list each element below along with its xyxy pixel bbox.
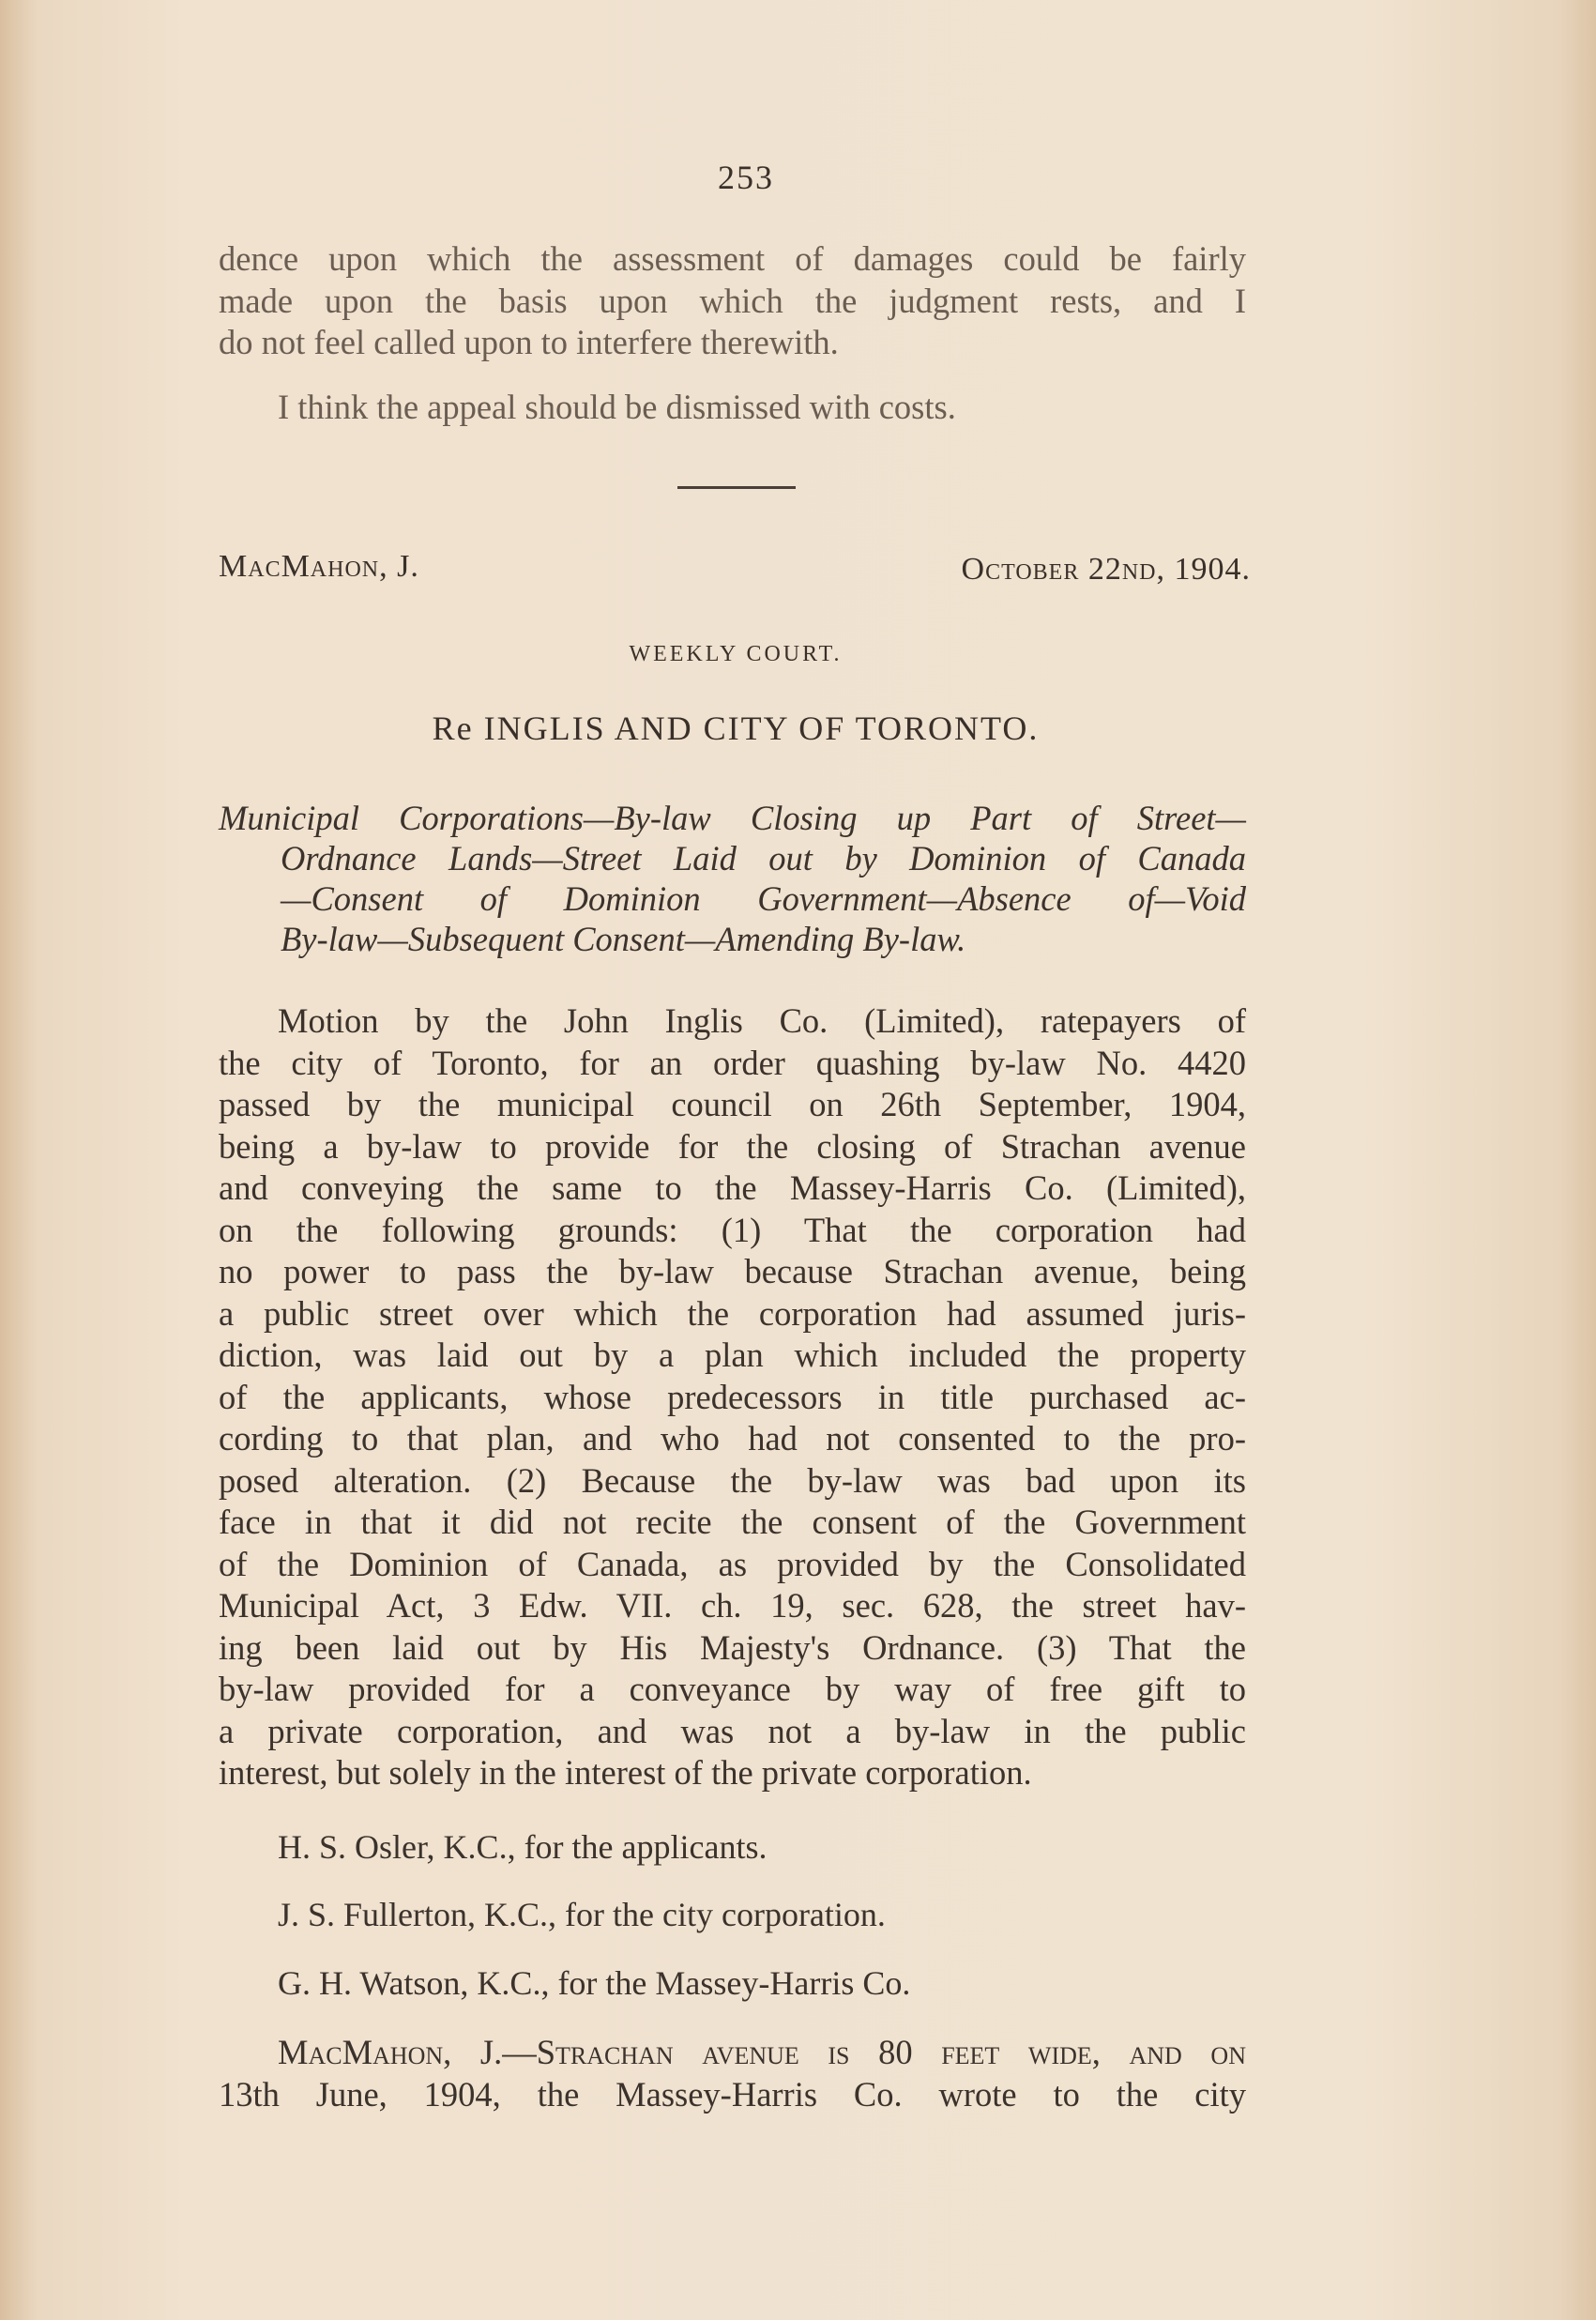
headnote-line: By-law—Subsequent Consent—Amending By-law.	[281, 920, 966, 958]
text-line: of the Dominion of Canada, as provided by the Consolidated	[219, 1544, 1246, 1583]
judge-name: MacMahon, J.	[219, 549, 419, 584]
text-line: the city of Toronto, for an order quashing by-law No. 4420	[219, 1043, 1246, 1082]
section-divider	[677, 486, 796, 489]
text-line: interest, but solely in the interest of the private corporation.	[219, 1753, 1032, 1792]
motion-paragraph	[219, 1000, 1246, 1794]
headnote	[219, 798, 1246, 959]
page-number: 253	[718, 159, 774, 196]
closing-sentence	[278, 387, 1246, 429]
text-line: made upon the basis upon which the judgment rests, and I	[219, 281, 1246, 320]
text-line: Municipal Act, 3 Edw. VII. ch. 19, sec. 628, the street hav-	[219, 1586, 1246, 1625]
text-line: a private corporation, and was not a by-law in the public	[219, 1711, 1246, 1750]
text-line: passed by the municipal council on 26th September, 1904,	[219, 1085, 1246, 1123]
text-line: of the applicants, whose predecessors in title purchased ac-	[219, 1377, 1246, 1416]
text-line: posed alteration. (2) Because the by-law was bad upon its	[219, 1460, 1246, 1500]
headnote-line: Ordnance Lands—Street Laid out by Dominion of Canada	[281, 839, 1246, 878]
text-line: a public street over which the corporation had assumed juris-	[219, 1293, 1246, 1333]
text-line: diction, was laid out by a plan which included the property	[219, 1336, 1246, 1374]
text-line: I think the appeal should be dismissed with costs.	[278, 388, 956, 426]
text-line: ing been laid out by His Majesty's Ordnance. (3) That the	[219, 1627, 1246, 1667]
text-line: being a by-law to provide for the closing of Strachan avenue	[219, 1126, 1246, 1166]
decision-date: October 22nd, 1904.	[961, 552, 1251, 587]
text-line: 13th June, 1904, the Massey-Harris Co. wrote to the city	[219, 2074, 1246, 2114]
text-line: MacMahon, J.—Strachan avenue is 80 feet wide, and on	[278, 2033, 1246, 2071]
text-line: by-law provided for a conveyance by way of free gift to	[219, 1670, 1246, 1708]
text-line: face in that it did not recite the consent of the Government	[219, 1503, 1246, 1541]
case-title: Re INGLIS AND CITY OF TORONTO.	[432, 710, 1040, 747]
text-line: dence upon which the assessment of damages could be fairly	[219, 239, 1246, 278]
text-line: do not feel called upon to interfere therewith.	[219, 323, 839, 361]
text-line: cording to that plan, and who had not consented to the pro-	[219, 1419, 1246, 1458]
text-line: on the following grounds: (1) That the corporation had	[219, 1210, 1246, 1249]
counsel-applicants: H. S. Osler, K.C., for the applicants.	[278, 1828, 768, 1866]
judgment-paragraph	[219, 2032, 1246, 2115]
text-line: no power to pass the by-law because Strachan avenue, being	[219, 1252, 1246, 1290]
text-line: Motion by the John Inglis Co. (Limited), ratepayers of	[278, 1001, 1246, 1040]
text-line: and conveying the same to the Massey-Harris Co. (Limited),	[219, 1168, 1246, 1207]
headnote-line: —Consent of Dominion Government—Absence of—Void	[281, 879, 1246, 918]
counsel-massey-harris: G. H. Watson, K.C., for the Massey-Harris Co.	[278, 1964, 911, 2002]
opening-paragraph	[219, 238, 1246, 364]
counsel-city: J. S. Fullerton, K.C., for the city corporation.	[278, 1896, 886, 1933]
court-name: WEEKLY COURT.	[629, 642, 843, 666]
headnote-line: Municipal Corporations—By-law Closing up Part of Street—	[219, 799, 1246, 837]
